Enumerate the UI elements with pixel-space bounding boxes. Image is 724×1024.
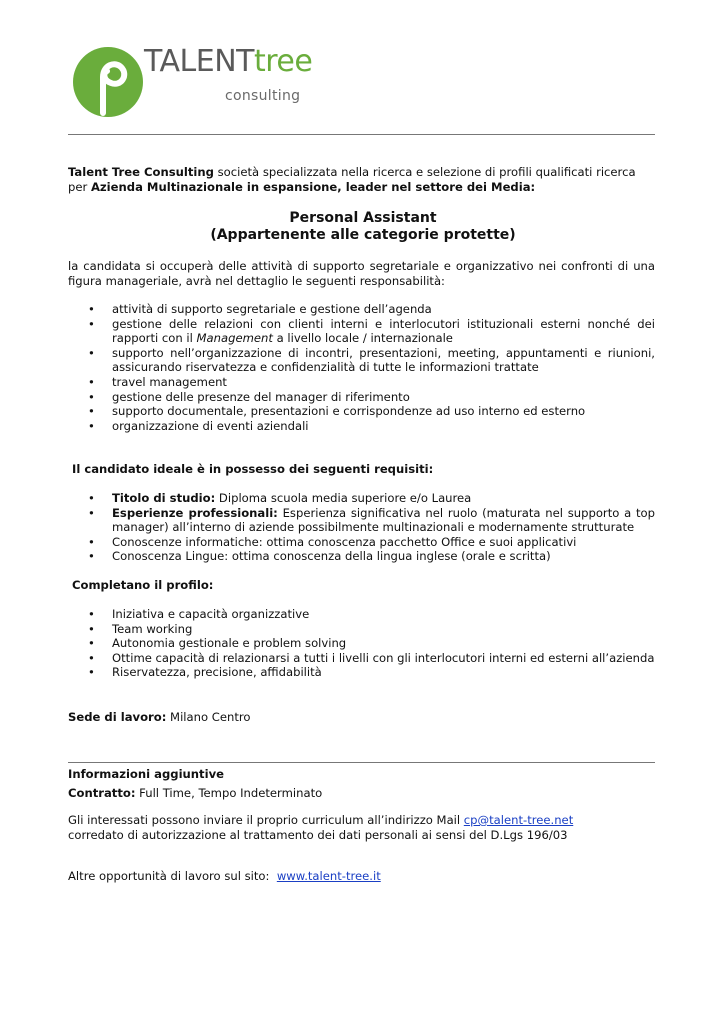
job-title: Personal Assistant <box>289 210 437 226</box>
contract-label: Contratto: <box>68 786 136 800</box>
profile-heading: Completano il profilo: <box>72 578 214 592</box>
job-subtitle: (Appartenente alle categorie protette) <box>210 227 516 243</box>
list-item-text: Diploma scuola media superiore e/o Laurea <box>215 491 472 505</box>
list-item-label: Titolo di studio: <box>112 491 216 505</box>
list-item: • Riservatezza, precisione, affidabilità <box>68 665 655 680</box>
list-item <box>68 535 655 550</box>
list-item <box>68 317 655 346</box>
list-item-text: Esperienza significativa nel ruolo (maturata nel supporto a top manager) all’interno di aziende possibilmente multinazionali e modernamente strutturate <box>112 505 655 535</box>
list-item: • attività di supporto segretariale e gestione dell’agenda <box>68 302 655 317</box>
header-divider <box>68 134 655 135</box>
responsibilities-list <box>68 302 658 433</box>
logo-word-accent: tree <box>253 44 313 79</box>
tree-logo-icon <box>73 47 143 117</box>
extra-info-heading: Informazioni aggiuntive <box>68 767 224 781</box>
list-item: • Autonomia gestionale e problem solving <box>68 636 655 651</box>
list-item: • Team working <box>68 622 655 637</box>
location-value: Milano Centro <box>166 710 251 724</box>
intro-company: Talent Tree Consulting <box>68 165 214 179</box>
list-item-text: Conoscenze informatiche: ottima conoscenza pacchetto Office e suoi applicativi <box>112 534 577 549</box>
email-link[interactable]: cp@talent-tree.net <box>463 813 574 827</box>
list-item: • Ottime capacità di relazionarsi a tutti i livelli con gli interlocutori interni ed esterni all’azienda <box>68 651 655 666</box>
logo-wordmark <box>144 44 313 79</box>
list-item-italic: Management <box>196 331 273 346</box>
intro-text: società specializzata nella ricerca e selezione di profili qualificati ricerca per <box>68 165 636 194</box>
intro-client: Azienda Multinazionale in espansione, leader nel settore dei Media: <box>90 179 536 194</box>
company-logo <box>73 44 313 119</box>
apply-instructions <box>68 813 628 842</box>
list-item <box>68 549 655 564</box>
contract-info <box>68 786 658 801</box>
list-item-text: gestione delle relazioni con clienti interni e interlocutori istituzionali esterni nonché dei rapporti con il <box>112 316 655 346</box>
logo-word-main: TALENT <box>144 44 254 79</box>
list-item: • organizzazione di eventi aziendali <box>68 419 655 434</box>
list-item-text: Conoscenza Lingue: ottima conoscenza della lingua inglese (orale e scritta) <box>112 549 551 564</box>
work-location <box>68 710 658 725</box>
list-item: • supporto nell’organizzazione di incontri, presentazioni, meeting, appuntamenti e riunioni, assicurando riservatezza e confidenzialità di tutte le informazioni trattate <box>68 346 655 375</box>
list-item: • supporto documentale, presentazioni e corrispondenze ad uso interno ed esterno <box>68 404 655 419</box>
list-item-label: Esperienze professionali: <box>112 505 278 520</box>
list-item: • gestione delle presenze del manager di riferimento <box>68 390 655 405</box>
requirements-list <box>68 491 658 564</box>
job-description: la candidata si occuperà delle attività di supporto segretariale e organizzativo nei confronti di una figura manageriale, avrà nel dettaglio le seguenti responsabilità: <box>68 259 655 288</box>
list-item: • travel management <box>68 375 655 390</box>
logo-subtitle: consulting <box>225 88 301 104</box>
footer-divider <box>68 762 655 763</box>
intro-paragraph <box>68 165 658 194</box>
more-opportunities <box>68 869 658 884</box>
contract-value: Full Time, Tempo Indeterminato <box>135 786 323 800</box>
requirements-heading: Il candidato ideale è in possesso dei seguenti requisiti: <box>72 462 434 476</box>
list-item <box>68 491 655 506</box>
apply-text: corredato di autorizzazione al trattamento dei dati personali ai sensi del D.Lgs 196/03 <box>68 827 568 842</box>
location-label: Sede di lavoro: <box>68 710 167 724</box>
website-link[interactable]: www.talent-tree.it <box>276 869 381 883</box>
more-text: Altre opportunità di lavoro sul sito: <box>68 869 277 883</box>
apply-text: Gli interessati possono inviare il proprio curriculum all’indirizzo Mail <box>68 813 464 827</box>
list-item <box>68 506 655 535</box>
list-item: • Iniziativa e capacità organizzative <box>68 607 655 622</box>
profile-list <box>68 607 658 680</box>
list-item-text: a livello locale / internazionale <box>272 331 453 346</box>
